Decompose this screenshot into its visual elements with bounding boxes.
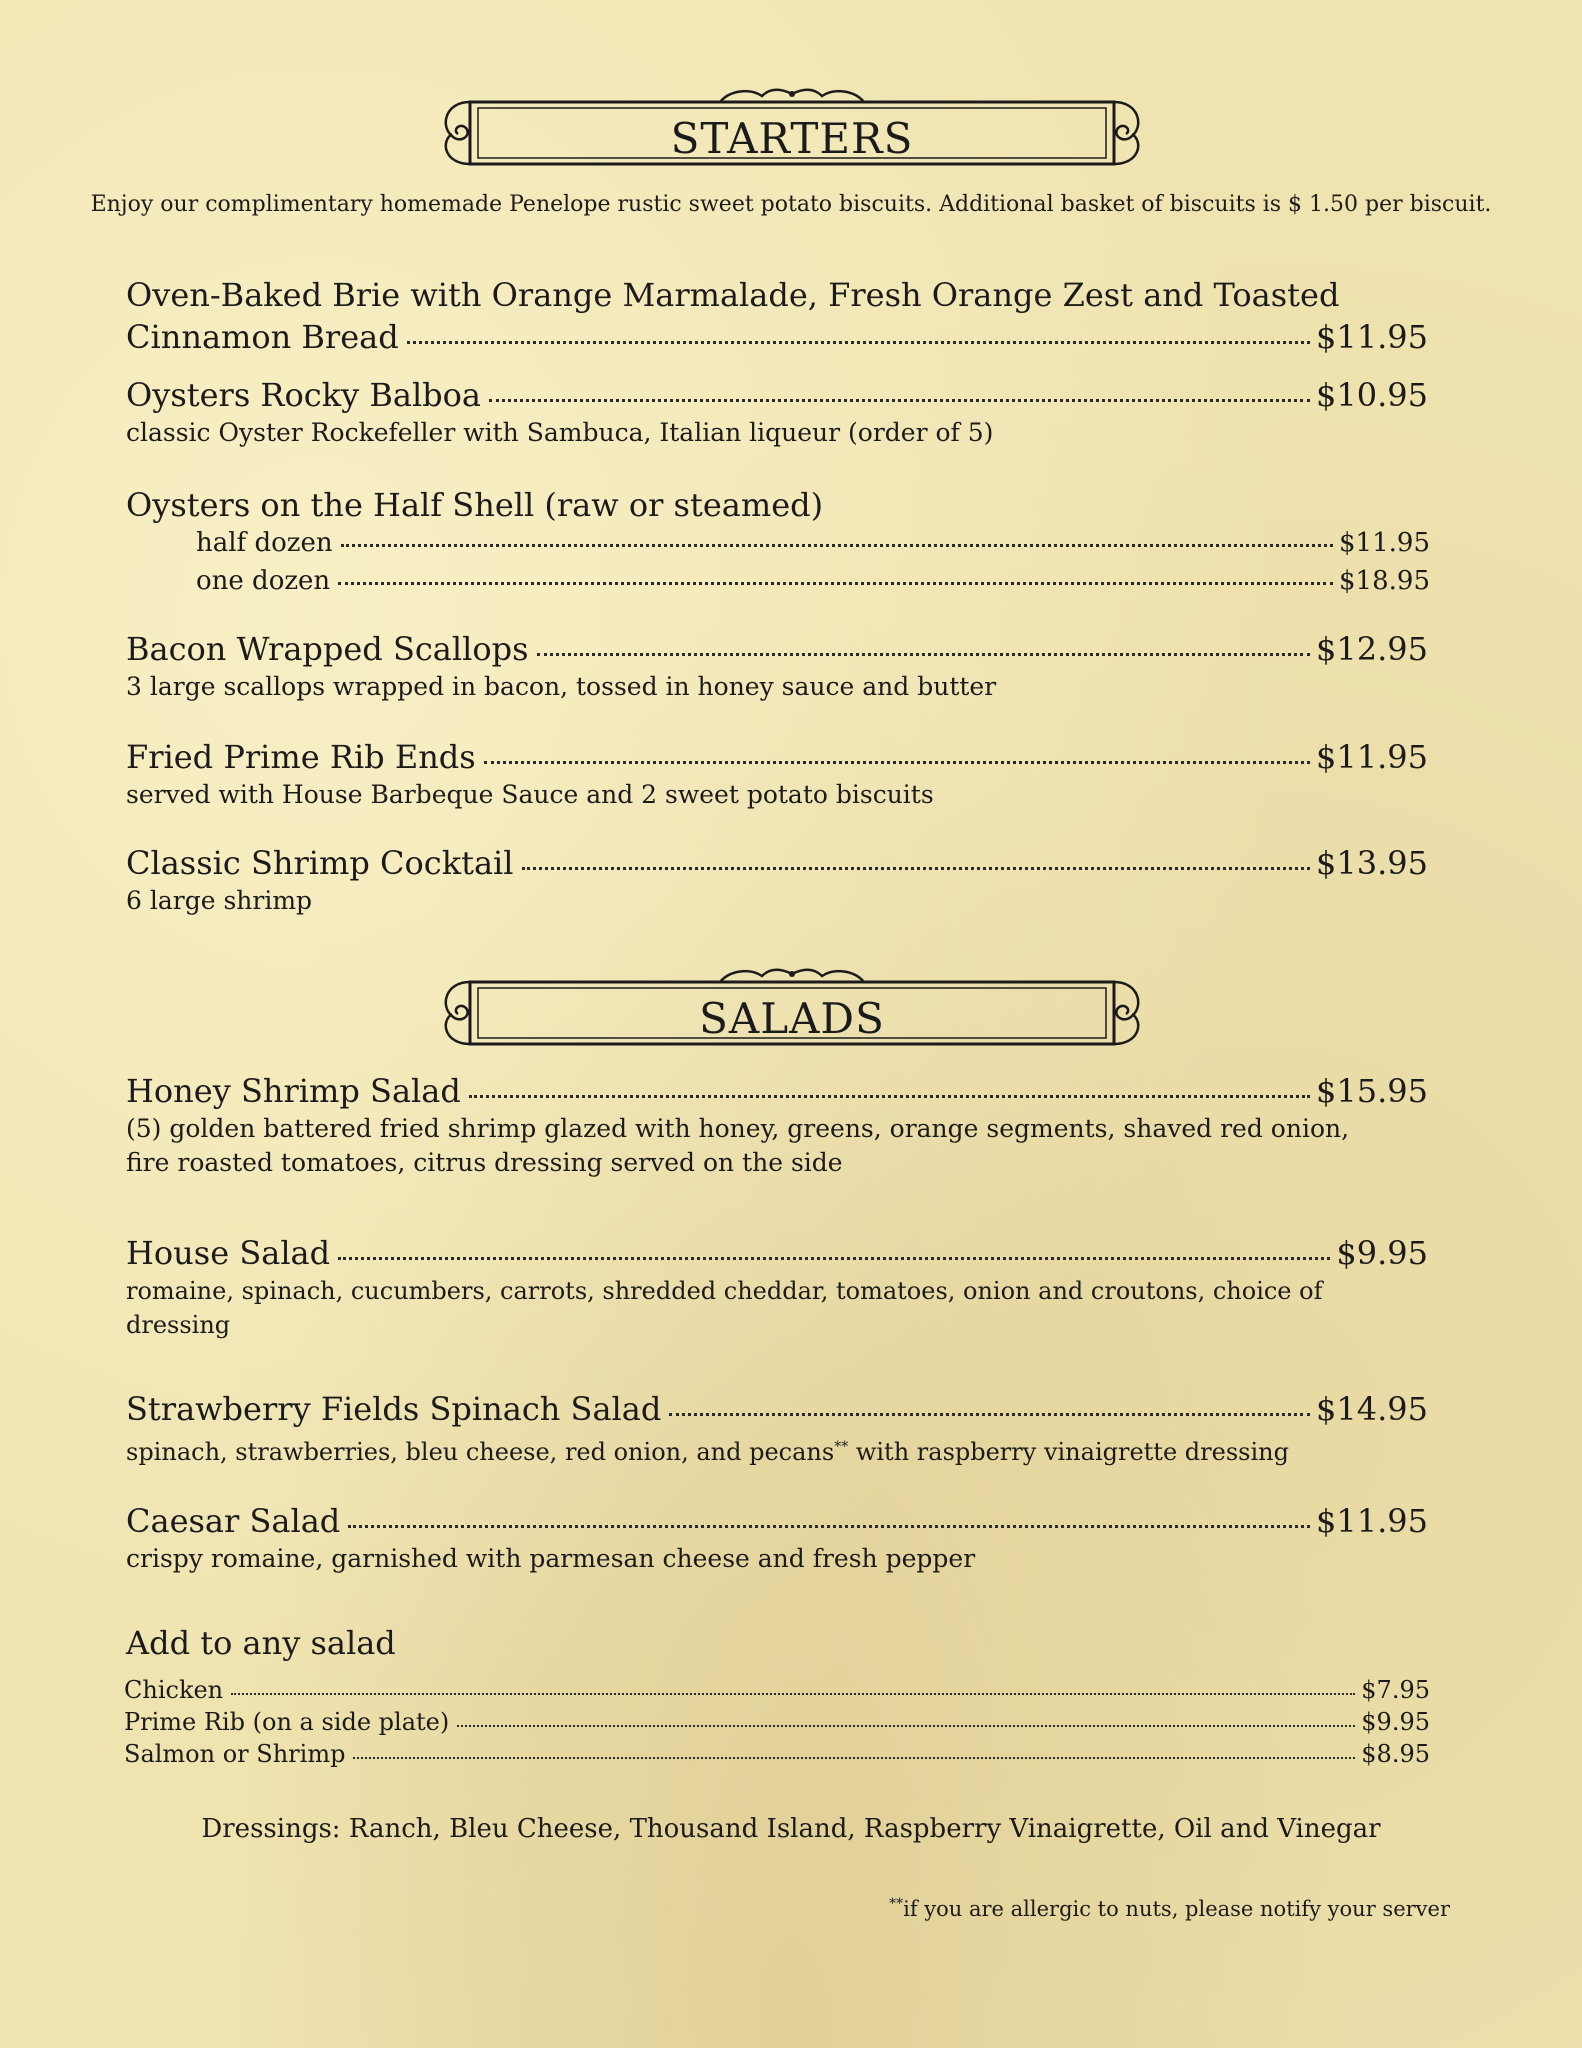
item-price: $11.95 bbox=[1316, 318, 1428, 356]
addon-name: Chicken bbox=[124, 1676, 224, 1704]
salads-banner bbox=[430, 966, 1154, 1054]
option-name: one dozen bbox=[196, 566, 331, 596]
item-name: Oysters on the Half Shell (raw or steamed) bbox=[126, 486, 824, 524]
starters-banner bbox=[430, 86, 1154, 174]
salads-title: SALADS bbox=[699, 994, 885, 1043]
item-name: Caesar Salad bbox=[126, 1502, 341, 1540]
option-price: $18.95 bbox=[1339, 566, 1430, 596]
item-name: Honey Shrimp Salad bbox=[126, 1072, 461, 1110]
item-name: Strawberry Fields Spinach Salad bbox=[126, 1390, 662, 1428]
dressings-list: Dressings: Ranch, Bleu Cheese, Thousand Island, Raspberry Vinaigrette, Oil and Vinegar bbox=[201, 1814, 1381, 1844]
addon-name: Salmon or Shrimp bbox=[124, 1740, 346, 1768]
item-description bbox=[126, 1430, 1428, 1469]
item-price: $14.95 bbox=[1316, 1390, 1428, 1428]
dot-leader bbox=[231, 1692, 1355, 1695]
menu-item-oven-baked-brie bbox=[126, 272, 1428, 356]
dot-leader bbox=[522, 866, 1311, 870]
menu-item-strawberry-fields-spinach-salad bbox=[126, 1390, 1428, 1469]
allergy-mark: ** bbox=[834, 1439, 849, 1455]
description-text: spinach, strawberries, bleu cheese, red onion, and pecans bbox=[126, 1438, 835, 1466]
option-price: $11.95 bbox=[1339, 528, 1430, 558]
footnote-mark: ** bbox=[889, 1896, 904, 1912]
menu-item-classic-shrimp-cocktail bbox=[126, 844, 1428, 918]
dot-leader bbox=[457, 1724, 1355, 1727]
footnote-text: if you are allergic to nuts, please notify your server bbox=[903, 1897, 1450, 1921]
item-name: Fried Prime Rib Ends bbox=[126, 738, 476, 776]
item-description: romaine, spinach, cucumbers, carrots, shredded cheddar, tomatoes, onion and croutons, choice of dressing bbox=[126, 1277, 1323, 1339]
item-description: served with House Barbeque Sauce and 2 sweet potato biscuits bbox=[126, 780, 934, 809]
menu-item-house-salad bbox=[126, 1234, 1428, 1342]
dot-leader bbox=[338, 1256, 1330, 1260]
option-one-dozen bbox=[196, 566, 1430, 596]
dot-leader bbox=[348, 1524, 1310, 1528]
addon-name: Prime Rib (on a side plate) bbox=[124, 1708, 450, 1736]
item-description: crispy romaine, garnished with parmesan cheese and fresh pepper bbox=[126, 1544, 976, 1573]
item-price: $15.95 bbox=[1316, 1072, 1428, 1110]
menu-item-honey-shrimp-salad bbox=[126, 1072, 1428, 1180]
item-price: $13.95 bbox=[1316, 844, 1428, 882]
item-name: Cinnamon Bread bbox=[126, 318, 399, 356]
menu-item-bacon-wrapped-scallops bbox=[126, 630, 1428, 704]
starters-title: STARTERS bbox=[670, 114, 914, 163]
addon-price: $7.95 bbox=[1361, 1676, 1430, 1704]
item-name: Oysters Rocky Balboa bbox=[126, 376, 481, 414]
item-name-line: Oven-Baked Brie with Orange Marmalade, Fresh Orange Zest and Toasted bbox=[126, 276, 1340, 314]
item-name: House Salad bbox=[126, 1234, 331, 1272]
dot-leader bbox=[669, 1412, 1310, 1416]
item-name: Bacon Wrapped Scallops bbox=[126, 630, 529, 668]
item-description: 3 large scallops wrapped in bacon, tossed in honey sauce and butter bbox=[126, 672, 997, 701]
dot-leader bbox=[484, 760, 1310, 764]
item-price: $9.95 bbox=[1336, 1234, 1428, 1272]
item-price: $11.95 bbox=[1316, 1502, 1428, 1540]
item-description: classic Oyster Rockefeller with Sambuca, Italian liqueur (order of 5) bbox=[126, 418, 994, 447]
addons-heading: Add to any salad bbox=[126, 1624, 396, 1662]
menu-item-oysters-half-shell bbox=[126, 482, 1428, 528]
item-description: (5) golden battered fried shrimp glazed with honey, greens, orange segments, shaved red onion, fire roasted tomatoes, citrus dressing served on the side bbox=[126, 1114, 1350, 1177]
item-price: $12.95 bbox=[1316, 630, 1428, 668]
addon-chicken bbox=[124, 1676, 1430, 1704]
dot-leader bbox=[537, 652, 1311, 656]
dot-leader bbox=[489, 398, 1310, 402]
addon-price: $9.95 bbox=[1361, 1708, 1430, 1736]
option-half-dozen bbox=[196, 528, 1430, 558]
addon-salmon-or-shrimp bbox=[124, 1740, 1430, 1768]
menu-item-oysters-rocky-balboa bbox=[126, 376, 1428, 450]
addon-price: $8.95 bbox=[1361, 1740, 1430, 1768]
item-price: $10.95 bbox=[1316, 376, 1428, 414]
item-description: 6 large shrimp bbox=[126, 886, 313, 915]
dot-leader bbox=[469, 1094, 1310, 1098]
dot-leader bbox=[338, 581, 1333, 585]
dot-leader bbox=[353, 1756, 1355, 1759]
menu-item-caesar-salad bbox=[126, 1502, 1428, 1576]
option-name: half dozen bbox=[196, 528, 333, 558]
item-name: Classic Shrimp Cocktail bbox=[126, 844, 514, 882]
addon-prime-rib bbox=[124, 1708, 1430, 1736]
starters-intro: Enjoy our complimentary homemade Penelope rustic sweet potato biscuits. Additional basket of biscuits is $ 1.50 per biscuit. bbox=[90, 192, 1492, 217]
menu-item-fried-prime-rib-ends bbox=[126, 738, 1428, 812]
description-text-cont: with raspberry vinaigrette dressing bbox=[848, 1438, 1289, 1466]
dot-leader bbox=[407, 340, 1310, 344]
item-price: $11.95 bbox=[1316, 738, 1428, 776]
dot-leader bbox=[341, 543, 1333, 547]
allergy-footnote bbox=[889, 1896, 1450, 1921]
